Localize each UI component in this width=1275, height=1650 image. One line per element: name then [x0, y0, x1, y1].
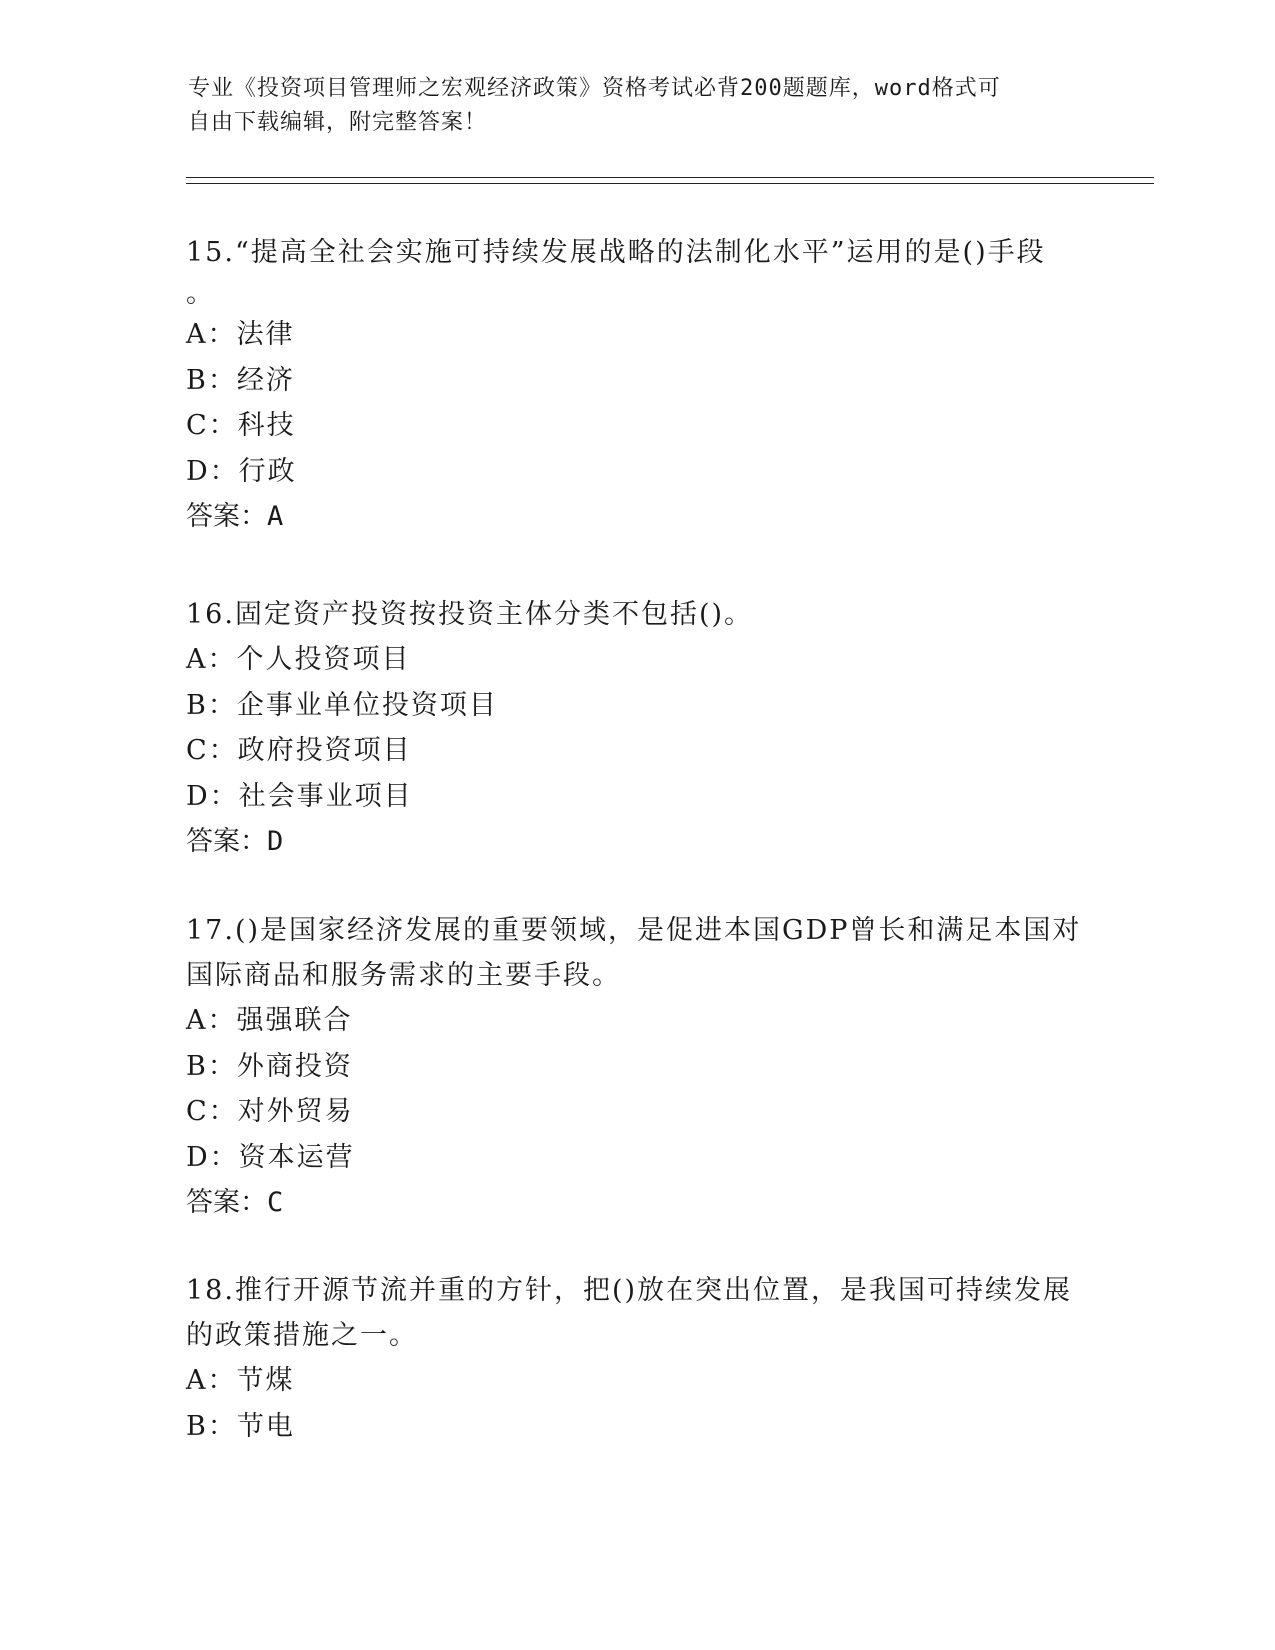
answer-label: 答案：: [186, 1187, 267, 1218]
question-stem-line-1: 18.推行开源节流并重的方针，把()放在突出位置，是我国可持续发展: [186, 1275, 1073, 1306]
answer-line: [186, 1180, 1086, 1226]
answer-value: D: [267, 826, 284, 857]
answer-value: A: [267, 501, 284, 532]
question-stem-line-2: 的政策措施之一。: [186, 1320, 418, 1351]
option-c: C：政府投资项目: [186, 735, 412, 766]
option-b: B：经济: [186, 364, 295, 396]
document-header: [188, 72, 1068, 140]
option-d: D：社会事业项目: [186, 780, 413, 812]
question-stem-line-2: 。: [186, 278, 215, 309]
question-stem-line-2: 国际商品和服务需求的主要手段。: [186, 960, 621, 991]
answer-label: 答案：: [186, 501, 267, 532]
answer-value: C: [267, 1187, 284, 1218]
option-a: A：个人投资项目: [186, 644, 411, 675]
option-a: A：节煤: [186, 1365, 295, 1396]
double-rule-divider: [186, 177, 1154, 184]
question-17: [186, 908, 1086, 1226]
header-line-1: 专业《投资项目管理师之宏观经济政策》资格考试必背200题题库，word格式可: [188, 76, 1001, 101]
option-b: B：企事业单位投资项目: [186, 689, 498, 721]
option-b: B：节电: [186, 1410, 295, 1442]
answer-label: 答案：: [186, 826, 267, 857]
question-stem-line-1: 17.()是国家经济发展的重要领域，是促进本国GDP曾长和满足本国对: [186, 915, 1082, 946]
option-b: B：外商投资: [186, 1050, 353, 1082]
question-18: [186, 1268, 1086, 1449]
option-c: C：科技: [186, 410, 296, 441]
question-15: [186, 230, 1086, 540]
question-stem-line-1: 16.固定资产投资按投资主体分类不包括()。: [186, 599, 754, 630]
question-stem-line-1: 15.“提高全社会实施可持续发展战略的法制化水平”运用的是()手段: [186, 237, 1046, 268]
answer-line: [186, 494, 1086, 540]
option-d: D：行政: [186, 455, 297, 487]
answer-line: [186, 819, 1086, 865]
option-a: A：强强联合: [186, 1005, 353, 1036]
header-line-2: 自由下载编辑，附完整答案！: [188, 110, 488, 135]
question-16: [186, 592, 1086, 865]
option-a: A：法律: [186, 319, 295, 350]
option-d: D：资本运营: [186, 1141, 355, 1173]
option-c: C：对外贸易: [186, 1096, 354, 1127]
